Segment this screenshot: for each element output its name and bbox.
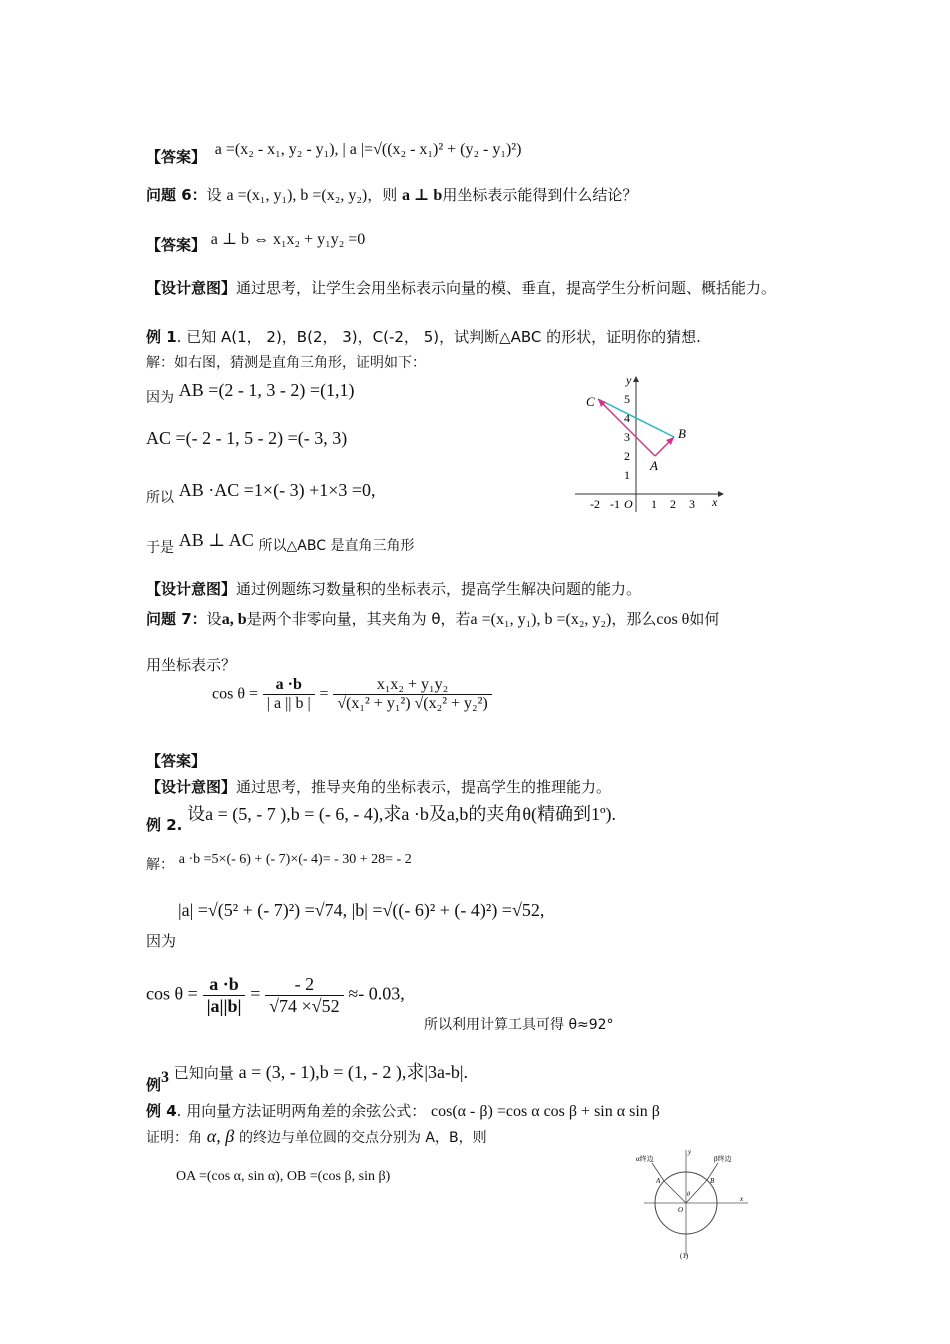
- design-label: 【设计意图】: [146, 279, 237, 297]
- point-c-label: C: [586, 394, 595, 409]
- example-formula: a = (3, - 1),b = (1, - 2 ),求|3a-b|.: [238, 1062, 469, 1082]
- terminal-alpha: [664, 1181, 686, 1203]
- example-2-mods: [178, 900, 544, 921]
- example-1-ab: [146, 380, 355, 406]
- alpha-terminal-label: α终边: [636, 1155, 654, 1163]
- design-intent-1: [146, 276, 806, 300]
- ab-formula: AB =(2 - 1, 3 - 2) =(1,1): [178, 380, 355, 400]
- theta-label: θ: [687, 1192, 690, 1198]
- example-1-solution: [146, 352, 426, 372]
- question-text: ，那么: [611, 610, 657, 628]
- example-label: 例: [146, 1076, 162, 1094]
- point-a-label: A: [650, 458, 658, 473]
- example-text: 已知向量: [173, 1064, 234, 1082]
- example-text: . 已知 A(1， 2)，B(2， 3)，C(-2， 5)，试判断△ABC 的形状，证明你的猜想.: [176, 328, 701, 346]
- question-text: ，则: [367, 186, 398, 204]
- question-label: 问题 7：: [146, 610, 207, 628]
- y-tick: 4: [624, 411, 630, 425]
- design-label: 【设计意图】: [146, 580, 237, 598]
- y-label: y: [688, 1148, 692, 1156]
- y-tick: 3: [624, 430, 630, 444]
- fraction-1: [263, 676, 315, 713]
- fraction-2: [265, 974, 343, 1017]
- perp-formula: a ⊥ b: [402, 187, 443, 204]
- vectors-ab: a, b: [221, 611, 247, 628]
- example-4: [146, 1100, 660, 1121]
- dot-formula: AB ·AC =1×(- 3) +1×3 =0,: [178, 480, 376, 500]
- question-text: 是两个非零向量，其夹角为 θ，若: [246, 610, 471, 628]
- example-number: 3: [161, 1069, 170, 1086]
- fraction-1: [203, 974, 246, 1017]
- point-b-label: B: [678, 426, 686, 441]
- question-text: 用坐标表示？: [146, 656, 237, 674]
- question-text: 设: [206, 610, 222, 628]
- denominator: √74 ×√52: [269, 996, 340, 1016]
- denominator: √(x₁² + y₁²) √(x₂² + y₂²): [337, 695, 488, 712]
- denominator: | a || b |: [266, 695, 311, 712]
- unit-circle-figure: [634, 1146, 754, 1262]
- question-formula: a =(x₁, y₁), b =(x₂, y₂): [470, 611, 612, 628]
- beta-terminal-label: β终边: [714, 1155, 732, 1163]
- example-2-solution: [146, 848, 412, 873]
- answer-formula: a =(x₂ - x₁, y₂ - y₁), | a |=√((x₂ - x₁)² + (y₂ - y₁)²): [214, 141, 522, 158]
- proof-formula-line: [176, 1166, 390, 1185]
- ac-formula: AC =(- 2 - 1, 5 - 2) =(- 3, 3): [146, 428, 348, 448]
- example-formula: cos(α - β) =cos α cos β + sin α sin β: [431, 1103, 660, 1120]
- question-7: [146, 608, 719, 629]
- then-label: 于是: [146, 540, 174, 556]
- example-1-ac: [146, 428, 347, 449]
- y-tick: 5: [624, 392, 630, 406]
- numerator: a ·b: [263, 676, 315, 695]
- x-label: x: [740, 1195, 744, 1203]
- y-tick: 1: [624, 468, 630, 482]
- cos-theta: cos θ: [656, 611, 690, 628]
- design-label: 【设计意图】: [146, 778, 237, 796]
- because-label: 因为: [146, 390, 174, 406]
- proof-text: 的终边与单位圆的交点分别为 A，B，则: [238, 1130, 487, 1146]
- example-1-dot: [146, 480, 376, 506]
- angles: α, β: [206, 1126, 235, 1146]
- numerator: x₁x₂ + y₁y₂: [333, 676, 491, 695]
- because-label: 因为: [146, 932, 177, 950]
- answer-3: [146, 750, 206, 771]
- example-1-problem: [146, 326, 701, 347]
- denominator: |a||b|: [206, 996, 242, 1016]
- point-b-label: B: [710, 1177, 715, 1185]
- question-text: 设: [206, 186, 222, 204]
- example-text: . 用向量方法证明两角差的余弦公式：: [176, 1102, 427, 1120]
- answer-1: [146, 138, 522, 166]
- question-6: [146, 184, 637, 205]
- solution-text: 解：如右图，猜测是直角三角形，证明如下：: [146, 355, 426, 371]
- equals: =: [319, 685, 329, 703]
- x-tick: -1: [610, 497, 620, 511]
- y-tick: 2: [624, 449, 630, 463]
- design-text: 通过思考，推导夹角的坐标表示，提高学生的推理能力。: [236, 778, 612, 796]
- example-2-problem: [146, 800, 617, 834]
- mods-formula: |a| =√(5² + (- 7)²) =√74, |b| =√((- 6)² + (- 4)²) =√52,: [178, 900, 545, 920]
- origin-label: O: [624, 497, 633, 511]
- triangle-graph: [570, 372, 730, 522]
- y-axis-label: y: [626, 373, 632, 387]
- solution-label: 解：: [146, 857, 174, 873]
- y-axis-arrow: [633, 376, 639, 382]
- design-intent-2: [146, 578, 641, 599]
- example-label: 例 1: [146, 328, 177, 346]
- fraction-2: [333, 676, 491, 713]
- cos-rhs: ≈- 0.03,: [348, 983, 405, 1004]
- x-tick: -2: [590, 497, 600, 511]
- example-2-conclusion: [424, 1014, 614, 1034]
- design-intent-3: [146, 776, 611, 797]
- x-tick: 2: [670, 497, 676, 511]
- design-text: 通过例题练习数量积的坐标表示，提高学生解决问题的能力。: [236, 580, 642, 598]
- conclusion-text: 所以利用计算工具可得 θ≈92°: [424, 1017, 614, 1033]
- cos-formula: [212, 676, 492, 713]
- design-text: 通过思考，让学生会用坐标表示向量的模、垂直，提高学生分析问题、概括能力。: [236, 279, 777, 297]
- numerator: a ·b: [203, 974, 246, 996]
- perp-formula: AB ⊥ AC: [178, 530, 254, 550]
- example-1-conclusion: [146, 530, 415, 556]
- answer-label: 【答案】: [146, 236, 207, 254]
- x-axis-arrow: [718, 491, 724, 497]
- example-3: [146, 1058, 469, 1094]
- origin-label: O: [678, 1206, 684, 1214]
- answer-formula: a ⊥ b ⇔ x₁x₂ + y₁y₂ =0: [210, 231, 366, 248]
- vector-ac: [598, 399, 655, 456]
- example-2-cos: cos θ = $\frac{a \cdot b}{|a||b|}$ = $\frac{- 2}{√74 \times√52}$ ≈- 0.03,: [146, 974, 405, 1016]
- proof-line: [146, 1126, 487, 1147]
- x-axis-label: x: [712, 495, 718, 509]
- example-problem: 设a = (5, - 7 ),b = (- 6, - 4),求a ·b及a,b的夹角θ(精确到1º).: [187, 804, 617, 824]
- dot-formula: a ·b =5×(- 6) + (- 7)×(- 4)= - 30 + 28= - 2: [178, 852, 412, 867]
- figure-caption: (1): [680, 1252, 689, 1260]
- x-tick: 1: [651, 497, 657, 511]
- example-label: 例 4: [146, 1102, 177, 1120]
- cos-lhs: cos θ =: [212, 685, 259, 703]
- cos-lhs: cos θ =: [146, 983, 198, 1004]
- proof-formula: OA =(cos α, sin α), OB =(cos β, sin β): [176, 1169, 391, 1184]
- conclusion-text: 所以△ABC 是直角三角形: [258, 538, 415, 554]
- question-formula: a =(x₁, y₁), b =(x₂, y₂): [226, 187, 368, 204]
- question-text: 用坐标表示能得到什么结论？: [442, 186, 638, 204]
- question-text: 如何: [689, 610, 720, 628]
- x-tick: 3: [689, 497, 695, 511]
- answer-label: 【答案】: [146, 752, 207, 770]
- so-label: 所以: [146, 490, 174, 506]
- question-7-line2: [146, 654, 236, 675]
- point-a-label: A: [656, 1177, 661, 1185]
- proof-label: 证明：角: [146, 1130, 202, 1146]
- answer-label: 【答案】: [146, 148, 207, 166]
- answer-2: [146, 228, 366, 254]
- question-label: 问题 6：: [146, 186, 207, 204]
- example-label: 例 2.: [146, 816, 183, 834]
- numerator: - 2: [265, 974, 343, 996]
- example-2-because: [146, 930, 176, 951]
